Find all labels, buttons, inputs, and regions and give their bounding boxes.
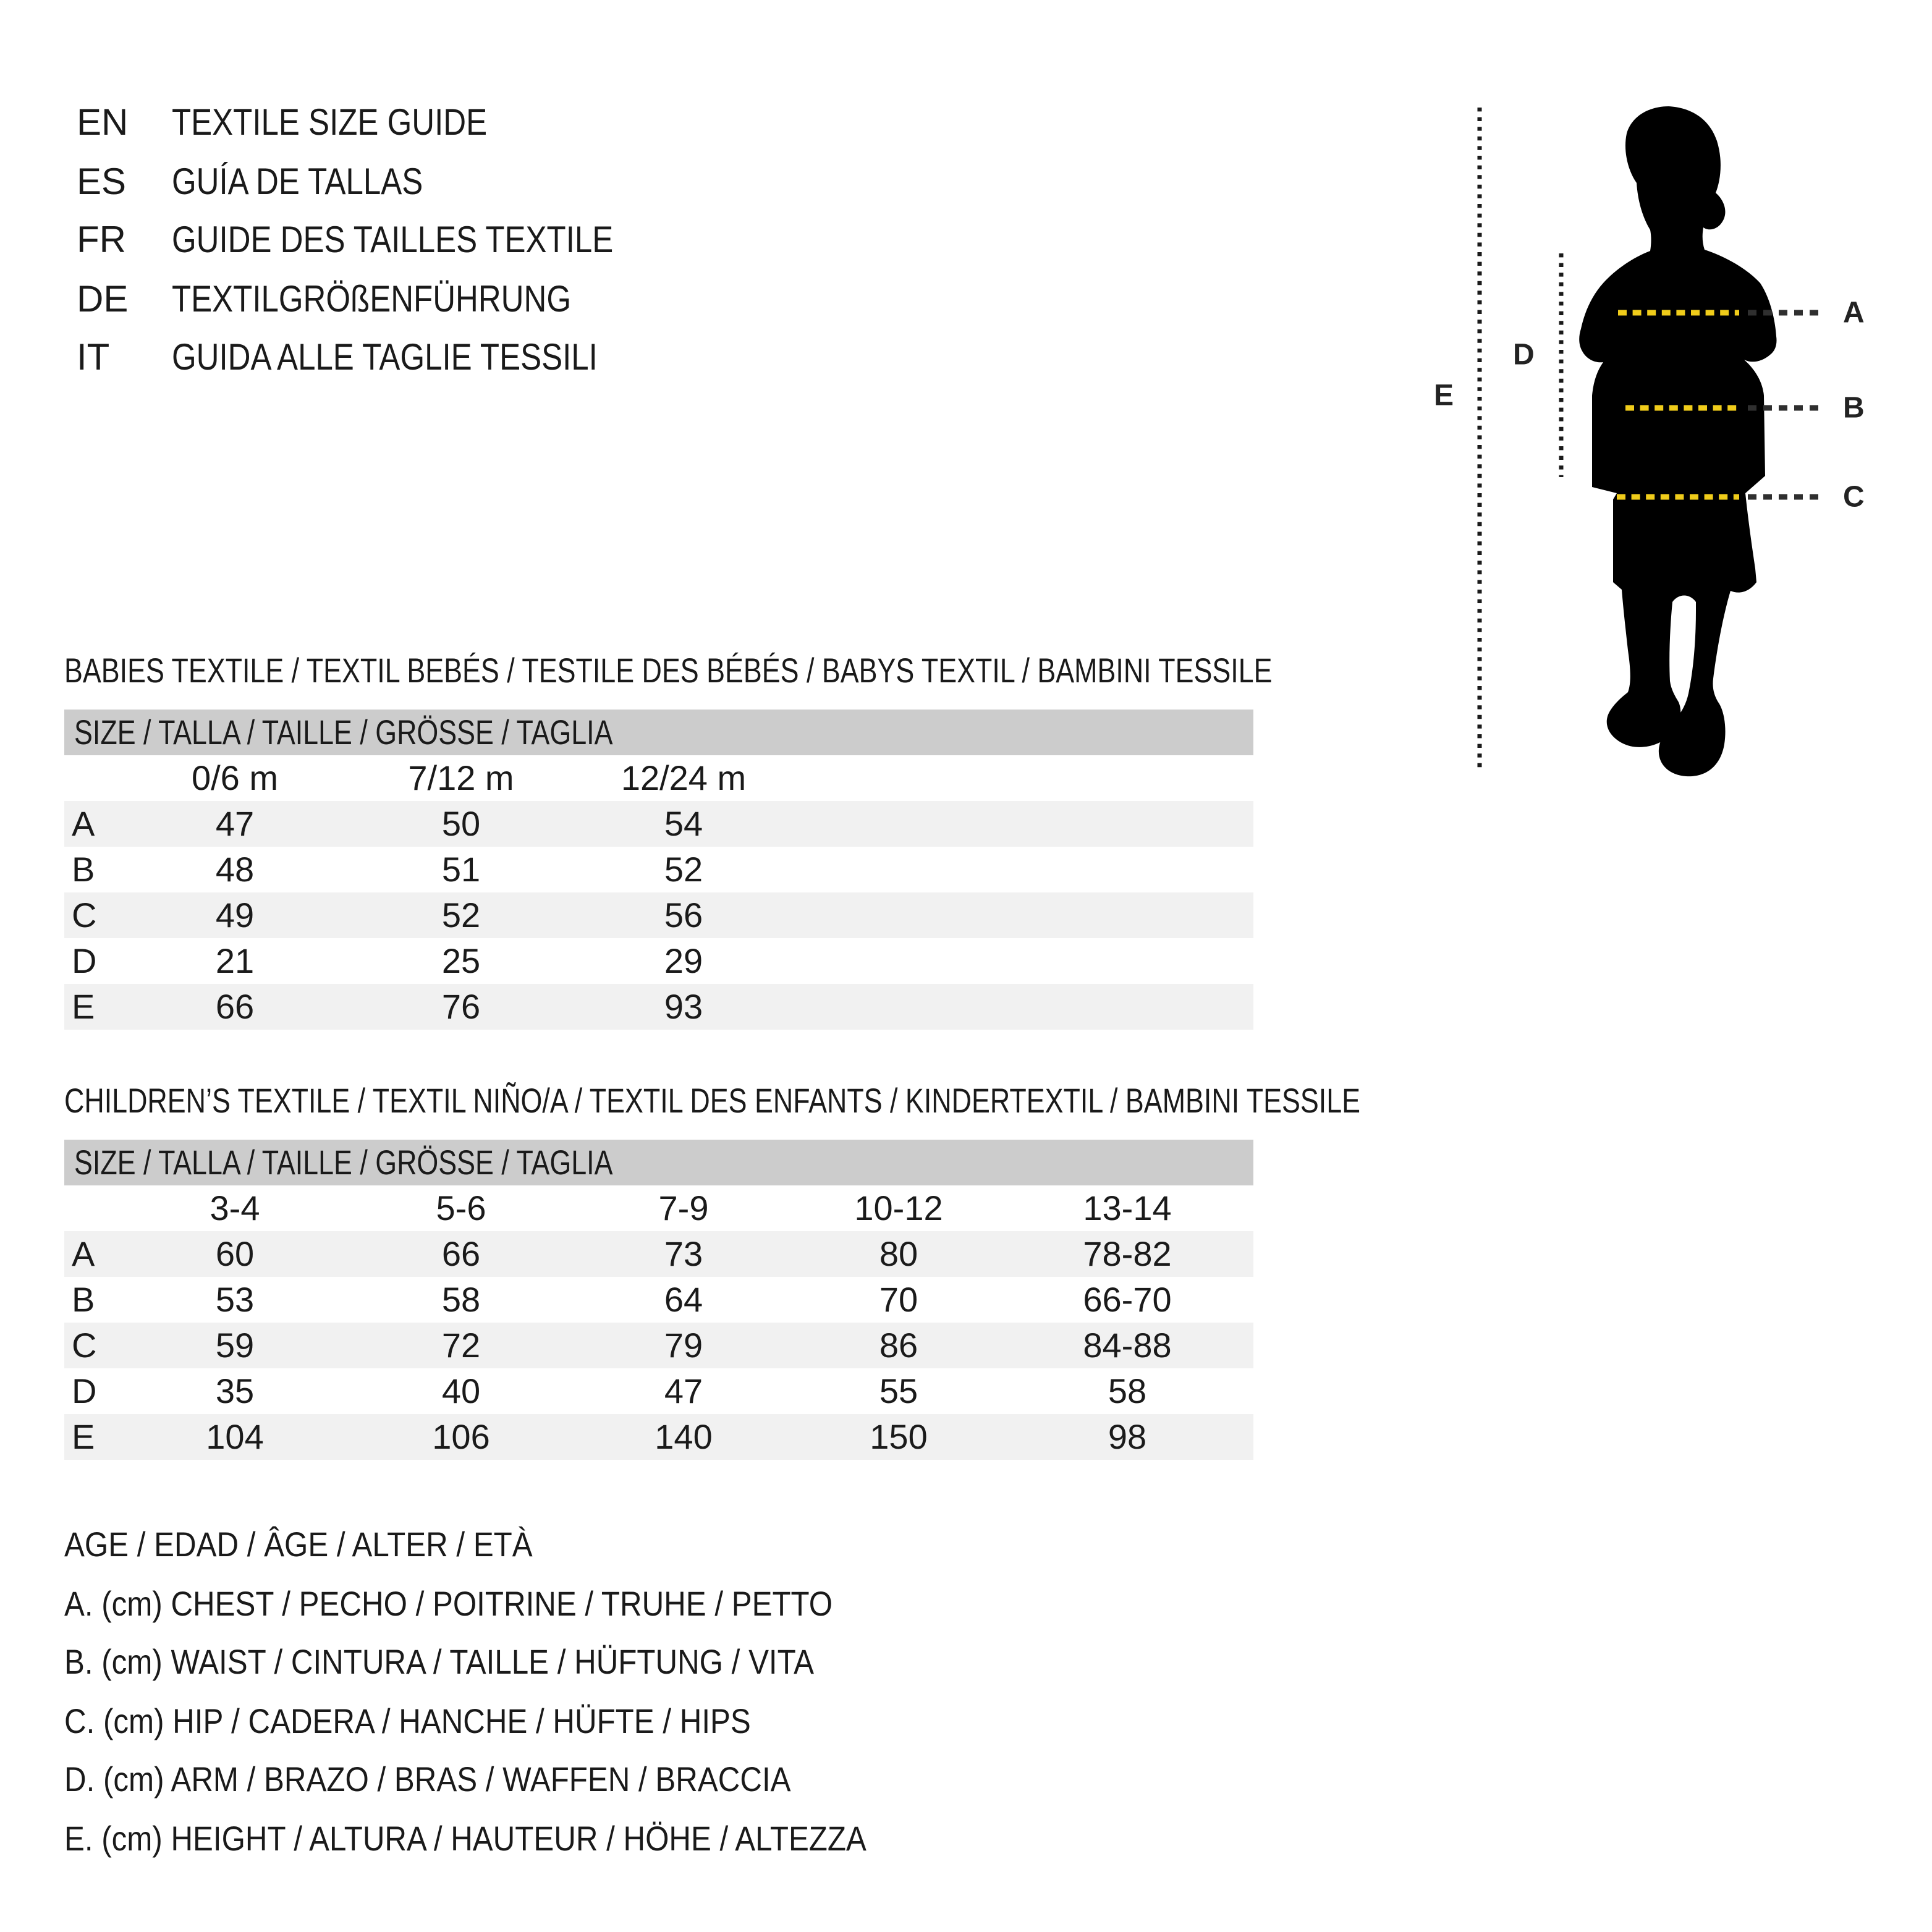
legend-waist: B. (cm) WAIST / CINTURA / TAILLE / HÜFTUNG / VITA bbox=[64, 1643, 814, 1681]
table-row bbox=[64, 1368, 1253, 1414]
cell-value: 40 bbox=[441, 1372, 481, 1410]
cell-value: 52 bbox=[441, 896, 481, 934]
guide-title-en: TEXTILE SIZE GUIDE bbox=[172, 103, 488, 143]
cell-value: 29 bbox=[664, 942, 703, 980]
cell-value: 52 bbox=[664, 850, 703, 889]
cell-value: 53 bbox=[215, 1281, 255, 1319]
guide-title-es: GUÍA DE TALLAS bbox=[172, 162, 423, 203]
children-col-5: 13-14 bbox=[1083, 1189, 1172, 1227]
row-label: A bbox=[72, 805, 95, 843]
cell-value: 59 bbox=[215, 1326, 255, 1365]
cell-value: 48 bbox=[215, 850, 255, 889]
cell-value: 51 bbox=[441, 850, 481, 889]
cell-value: 104 bbox=[206, 1418, 264, 1456]
cell-value: 66-70 bbox=[1083, 1281, 1172, 1319]
babies-col-2: 7/12 m bbox=[408, 759, 514, 797]
row-label: E bbox=[72, 1418, 95, 1456]
cell-value: 79 bbox=[664, 1326, 703, 1365]
babies-col-3: 12/24 m bbox=[621, 759, 747, 797]
cell-value: 66 bbox=[441, 1235, 481, 1273]
label-d: D bbox=[1513, 338, 1535, 371]
row-label: B bbox=[72, 1281, 95, 1319]
table-row bbox=[64, 1277, 1253, 1323]
guide-title-fr: GUIDE DES TAILLES TEXTILE bbox=[172, 220, 614, 261]
row-label: C bbox=[72, 1326, 97, 1365]
cell-value: 78-82 bbox=[1083, 1235, 1172, 1273]
legend-age: AGE / EDAD / ÂGE / ALTER / ETÀ bbox=[64, 1525, 533, 1564]
guide-title-de: TEXTILGRÖßENFÜHRUNG bbox=[172, 279, 572, 320]
child-silhouette bbox=[1579, 106, 1776, 776]
babies-size-header: SIZE / TALLA / TAILLE / GRÖSSE / TAGLIA bbox=[74, 713, 613, 752]
babies-size-header-band bbox=[64, 710, 1253, 755]
children-col-2: 5-6 bbox=[436, 1189, 486, 1227]
children-column-header-row bbox=[64, 1185, 1253, 1231]
cell-value: 60 bbox=[215, 1235, 255, 1273]
cell-value: 54 bbox=[664, 805, 703, 843]
cell-value: 72 bbox=[441, 1326, 481, 1365]
children-col-4: 10-12 bbox=[854, 1189, 943, 1227]
children-size-header-band bbox=[64, 1140, 1253, 1185]
lang-code-en: EN bbox=[77, 103, 129, 143]
children-size-header: SIZE / TALLA / TAILLE / GRÖSSE / TAGLIA bbox=[74, 1143, 613, 1182]
table-row bbox=[64, 892, 1253, 938]
lang-code-de: DE bbox=[77, 279, 129, 320]
cell-value: 35 bbox=[215, 1372, 255, 1410]
lang-code-fr: FR bbox=[77, 220, 126, 261]
children-col-1: 3-4 bbox=[210, 1189, 260, 1227]
table-row bbox=[64, 1231, 1253, 1277]
cell-value: 84-88 bbox=[1083, 1326, 1172, 1365]
cell-value: 47 bbox=[215, 805, 255, 843]
legend-hip: C. (cm) HIP / CADERA / HANCHE / HÜFTE / HIPS bbox=[64, 1702, 751, 1740]
cell-value: 47 bbox=[664, 1372, 703, 1410]
lang-code-es: ES bbox=[77, 162, 127, 203]
legend-chest: A. (cm) CHEST / PECHO / POITRINE / TRUHE / PETTO bbox=[64, 1585, 833, 1623]
cell-value: 80 bbox=[879, 1235, 918, 1273]
table-row bbox=[64, 1323, 1253, 1368]
table-row bbox=[64, 1414, 1253, 1460]
cell-value: 150 bbox=[870, 1418, 928, 1456]
legend-arm: D. (cm) ARM / BRAZO / BRAS / WAFFEN / BRACCIA bbox=[64, 1760, 791, 1799]
row-label: A bbox=[72, 1235, 95, 1273]
babies-col-1: 0/6 m bbox=[191, 759, 279, 797]
cell-value: 64 bbox=[664, 1281, 703, 1319]
children-col-3: 7-9 bbox=[658, 1189, 709, 1227]
babies-column-header-row bbox=[64, 755, 1253, 801]
cell-value: 55 bbox=[879, 1372, 918, 1410]
children-title: CHILDREN’S TEXTILE / TEXTIL NIÑO/A / TEXTIL DES ENFANTS / KINDERTEXTIL / BAMBINI TESSILE bbox=[64, 1082, 1361, 1120]
cell-value: 93 bbox=[664, 988, 703, 1026]
label-b: B bbox=[1843, 391, 1865, 425]
cell-value: 21 bbox=[215, 942, 255, 980]
cell-value: 58 bbox=[1108, 1372, 1147, 1410]
cell-value: 56 bbox=[664, 896, 703, 934]
row-label: C bbox=[72, 896, 97, 934]
row-label: B bbox=[72, 850, 95, 889]
guide-title-it: GUIDA ALLE TAGLIE TESSILI bbox=[172, 337, 598, 378]
cell-value: 140 bbox=[655, 1418, 713, 1456]
cell-value: 50 bbox=[441, 805, 481, 843]
lang-code-it: IT bbox=[77, 337, 110, 378]
cell-value: 58 bbox=[441, 1281, 481, 1319]
row-label: D bbox=[72, 1372, 97, 1410]
label-c: C bbox=[1843, 480, 1865, 514]
legend-height: E. (cm) HEIGHT / ALTURA / HAUTEUR / HÖHE / ALTEZZA bbox=[64, 1820, 866, 1858]
row-label: D bbox=[72, 942, 97, 980]
cell-value: 76 bbox=[441, 988, 481, 1026]
cell-value: 73 bbox=[664, 1235, 703, 1273]
cell-value: 98 bbox=[1108, 1418, 1147, 1456]
label-e: E bbox=[1434, 379, 1454, 412]
cell-value: 66 bbox=[215, 988, 255, 1026]
label-a: A bbox=[1843, 296, 1865, 329]
cell-value: 86 bbox=[879, 1326, 918, 1365]
table-row bbox=[64, 801, 1253, 847]
cell-value: 25 bbox=[441, 942, 481, 980]
table-row bbox=[64, 938, 1253, 984]
cell-value: 70 bbox=[879, 1281, 918, 1319]
cell-value: 49 bbox=[215, 896, 255, 934]
babies-title: BABIES TEXTILE / TEXTIL BEBÉS / TESTILE DES BÉBÉS / BABYS TEXTIL / BAMBINI TESSILE bbox=[64, 651, 1273, 690]
cell-value: 106 bbox=[432, 1418, 490, 1456]
row-label: E bbox=[72, 988, 95, 1026]
table-row bbox=[64, 984, 1253, 1030]
table-row bbox=[64, 847, 1253, 892]
